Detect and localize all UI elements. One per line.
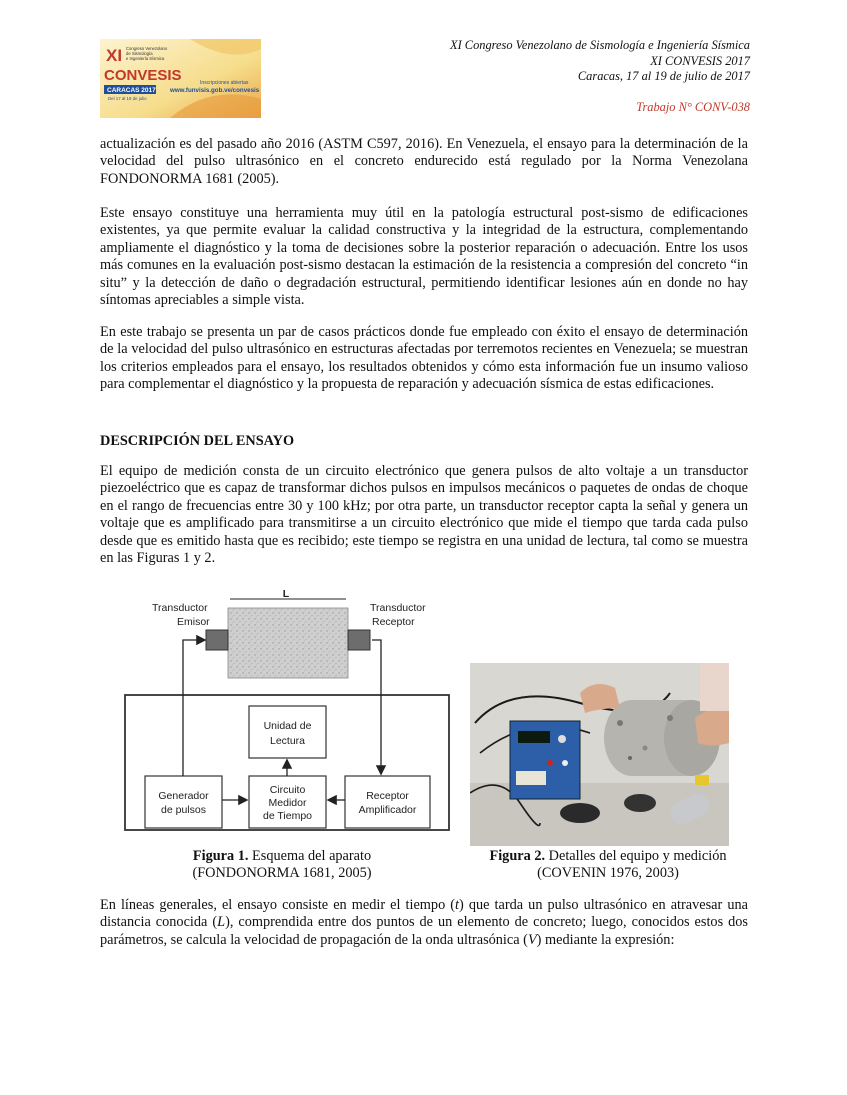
logo-roman: XI (106, 46, 123, 65)
figure-1-caption (152, 848, 412, 883)
figure-2-caption (468, 848, 748, 883)
figure-2-caption-text: Detalles del equipo y medición (545, 848, 727, 864)
header-location-date: Caracas, 17 al 19 de julio de 2017 (577, 69, 750, 83)
figure-1-caption-source: (FONDONORMA 1681, 2005) (192, 865, 372, 882)
logo-subtitle-1: Congreso Venezolano (126, 46, 168, 51)
receiver-amplifier-line2: Amplificador (358, 804, 417, 816)
time-circuit-line1: Circuito (269, 784, 306, 796)
logo-url: www.funvisis.gob.ve/convesis (170, 87, 260, 94)
logo-dates: Del 17 al 19 de julio (108, 96, 147, 101)
page-header (450, 38, 750, 115)
logo-name: CONVESIS (104, 67, 182, 84)
variable-l: L (217, 914, 226, 931)
figure-2-caption-source: (COVENIN 1976, 2003) (537, 865, 679, 882)
paragraph-5-part-a: En líneas generales, el ensayo consiste en medir el tiempo ( (100, 897, 456, 913)
receiver-amplifier-line1: Receptor (366, 790, 409, 802)
figure-1-caption-label: Figura 1. (192, 848, 249, 864)
receiver-amplifier-box (345, 776, 430, 828)
convesis-logo (100, 39, 261, 118)
logo-city: CARACAS 2017 (107, 87, 156, 94)
paragraph-1: actualización es del pasado año 2016 (ASTM C597, 2016). En Venezuela, el ensayo para la determinación de la velocidad del pulso ultrasónico en el concreto endurecido está regulado por la Norma Venezolana FONDONORMA 1681 (2005). (100, 136, 748, 187)
header-event: XI CONVESIS 2017 (650, 53, 750, 68)
variable-v: V (527, 931, 537, 948)
reading-unit-line2: Lectura (269, 735, 306, 747)
time-circuit-line2: Medidor (268, 797, 307, 809)
section-heading: DESCRIPCIÓN DEL ENSAYO (100, 433, 295, 449)
concrete-specimen (228, 608, 348, 678)
receiver-transducer (348, 630, 370, 650)
figure-1-caption-text: Esquema del aparato (248, 848, 372, 864)
pulse-generator-line2: de pulsos (161, 804, 206, 816)
receiver-label-line1: Transductor (370, 602, 426, 614)
reading-unit-box (249, 706, 326, 758)
couplant-jar (560, 803, 600, 823)
length-label: L (282, 588, 290, 600)
time-circuit-line3: de Tiempo (262, 810, 313, 822)
logo-subtitle-3: e Ingeniería Sísmica (126, 56, 165, 61)
emitter-label-line1: Transductor (152, 602, 208, 614)
header-paper-number: Trabajo N° CONV-038 (636, 99, 750, 114)
receiver-to-amplifier-arrow (372, 640, 381, 773)
figure-2-caption-label: Figura 2. (489, 848, 546, 864)
header-congress: XI Congreso Venezolano de Sismología e Ingeniería Sísmica (450, 38, 750, 52)
reading-unit-line1: Unidad de (263, 720, 312, 732)
generator-to-emitter-arrow (183, 640, 204, 776)
figure-2-photo (470, 663, 729, 846)
paragraph-3: En este trabajo se presenta un par de casos prácticos donde fue empleado con éxito el ensayo de determinación de la velocidad del pulso ultrasónico en estructuras afectadas por terremotos recientes en Venezuela; se muestran los criterios empleados para el ensayo, los resultados obtenidos y cómo esta información fue un insumo valioso para complementar el diagnóstico y la propuesta de reparación y adecuación sísmica de estas edificaciones. (100, 324, 748, 393)
emitter-label-line2: Emisor (177, 616, 210, 628)
paragraph-5-part-d: ) mediante la expresión: (536, 931, 675, 948)
emitter-transducer (206, 630, 228, 650)
paragraph-5-part-c: ), comprendida entre dos puntos de un elemento de concreto; luego, conocidos estos dos parámetros, se calcula la velocidad de propagación de la onda ultrasónica ( (100, 914, 748, 948)
paragraph-5 (100, 897, 748, 949)
logo-subtitle-2: de Sismología (126, 51, 153, 56)
paragraph-2: Este ensayo constituye una herramienta muy útil en la patología estructural post-sismo de edificaciones existentes, ya que permite evaluar la calidad constructiva y la integridad de la estructura, complementando ampliamente el diagnóstico y la toma de decisiones sobre la posterior reparación o adecuación. Entre los usos más comunes en la evaluación post-sismo destacan la estimación de la resistencia a compresión del concreto “in situ” y la detección de daño o degradación estructural, permitiendo identificar lesiones aún en donde no hay síntomas apreciables a simple vista. (100, 205, 748, 309)
logo-registration: Inscripciones abiertas (200, 80, 249, 86)
pulse-generator-box (145, 776, 222, 828)
paragraph-5-part-b: ) que tarda un pulso ultrasónico en atravesar una distancia conocida ( (100, 897, 748, 931)
variable-t: t (455, 897, 460, 913)
receiver-label-line2: Receptor (372, 616, 415, 628)
figure-1-diagram (122, 588, 452, 834)
pulse-generator-line1: Generador (158, 790, 209, 802)
paragraph-4: El equipo de medición consta de un circuito electrónico que genera pulsos de alto voltaje a un transductor piezoeléctrico que es capaz de transformar dichos pulsos en impulsos mecánicos o paquetes de ondas de choque en el rango de frecuencias entre 30 y 100 kHz; por otra parte, un transductor receptor capta la señal y genera un voltaje que es amplificado para transmitirse a un circuito electrónico que mide el tiempo que tarda cada pulso desde que es emitido hasta que es recibido; este tiempo se registra en una unidad de lectura, tal como se muestra en las Figuras 1 y 2. (100, 463, 748, 567)
